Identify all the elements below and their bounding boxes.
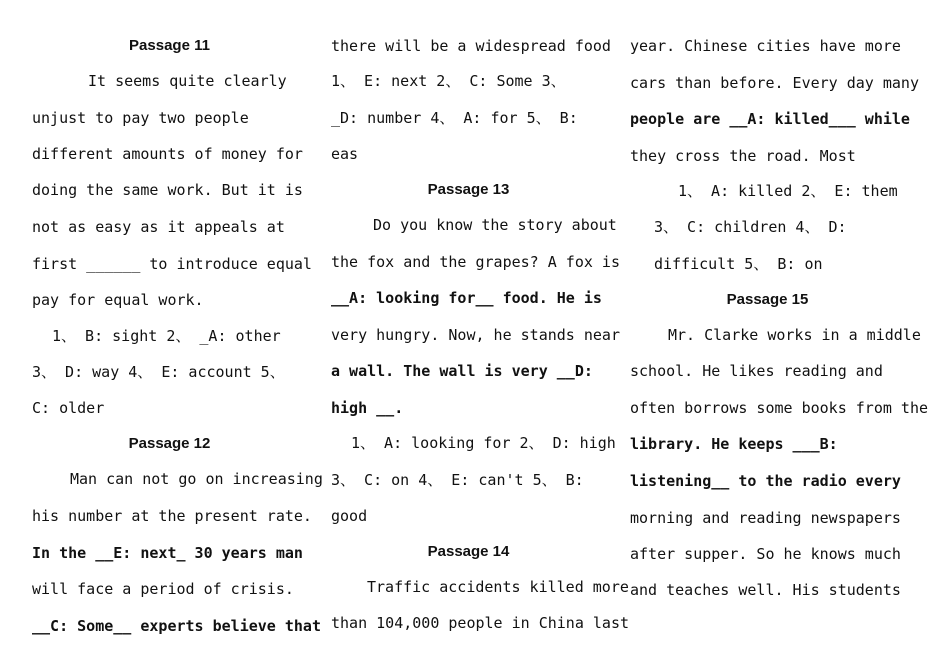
p13-answers-1: 1、 A: looking for 2、 D: high [351, 434, 616, 452]
p14-answers-2: 3、 C: children 4、 D: [654, 218, 847, 236]
column-1 [32, 0, 323, 672]
p11-line-3: different amounts of money for [32, 145, 303, 163]
p13-line-2: the fox and the grapes? A fox is [331, 253, 620, 271]
column-2 [331, 0, 630, 672]
p13-line-4: very hungry. Now, he stands near [331, 326, 620, 344]
p14-cont-3: people are __A: killed___ while [630, 110, 910, 128]
p13-line-3: __A: looking for__ food. He is [331, 289, 602, 307]
p14-line-2: than 104,000 people in China last [331, 614, 630, 632]
p15-line-3: often borrows some books from the [630, 399, 929, 417]
passage-14-title: Passage 14 [427, 543, 510, 560]
p15-line-5: listening__ to the radio every [630, 472, 901, 490]
p15-line-1: Mr. Clarke works in a middle [668, 326, 921, 344]
p12-cont-1: there will be a widespread food [331, 37, 611, 55]
p15-line-2: school. He likes reading and [630, 362, 883, 380]
p12-cont-3: _D: number 4、 A: for 5、 B: [331, 109, 578, 127]
p14-cont-1: year. Chinese cities have more [630, 37, 901, 55]
p13-line-5: a wall. The wall is very __D: [331, 362, 593, 380]
p14-cont-4: they cross the road. Most [630, 147, 856, 165]
p11-line-4: doing the same work. But it is [32, 181, 303, 199]
p12-line-4: will face a period of crisis. [32, 580, 294, 598]
passage-15-title: Passage 15 [726, 291, 809, 308]
p14-cont-2: cars than before. Every day many [630, 74, 919, 92]
p11-line-2: unjust to pay two people [32, 109, 249, 127]
p14-line-1: Traffic accidents killed more [367, 578, 629, 596]
passage-13-title: Passage 13 [427, 181, 510, 198]
p13-line-6: high __. [331, 399, 404, 417]
p11-answers-2: 3、 D: way 4、 E: account 5、 [32, 363, 285, 381]
column-3 [630, 0, 929, 672]
p13-answers-3: good [331, 507, 368, 525]
p11-line-5: not as easy as it appeals at [32, 218, 285, 236]
passage-11-title: Passage 11 [129, 37, 210, 54]
p11-answers-3: C: older [32, 399, 105, 417]
p12-cont-2: 1、 E: next 2、 C: Some 3、 [331, 72, 566, 90]
p15-line-7: after supper. So he knows much [630, 545, 901, 563]
p14-answers-3: difficult 5、 B: on [654, 255, 823, 273]
p11-line-1: It seems quite clearly [88, 72, 287, 90]
p13-answers-2: 3、 C: on 4、 E: can't 5、 B: [331, 471, 584, 489]
p15-line-4: library. He keeps ___B: [630, 435, 838, 453]
p12-line-1: Man can not go on increasing [70, 470, 323, 488]
p13-line-1: Do you know the story about [373, 216, 617, 234]
p11-answers-1: 1、 B: sight 2、 _A: other [52, 327, 281, 345]
p12-line-3: In the __E: next_ 30 years man [32, 544, 303, 562]
p12-line-2: his number at the present rate. [32, 507, 312, 525]
p12-cont-4: eas [331, 145, 359, 163]
p11-line-6: first ______ to introduce equal [32, 255, 312, 273]
p15-line-6: morning and reading newspapers [630, 509, 901, 527]
p15-line-8: and teaches well. His students [630, 581, 901, 599]
p14-answers-1: 1、 A: killed 2、 E: them [678, 182, 898, 200]
p11-line-7: pay for equal work. [32, 291, 204, 309]
p12-line-5: __C: Some__ experts believe that [32, 617, 321, 635]
passage-12-title: Passage 12 [128, 435, 211, 452]
